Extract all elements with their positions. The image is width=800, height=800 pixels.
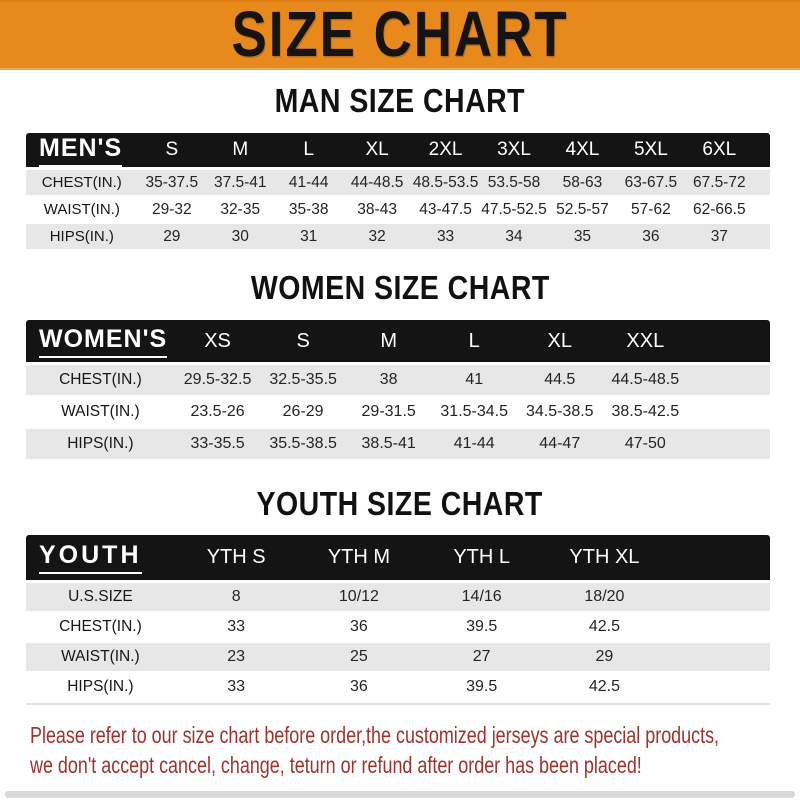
size-value-cell: 52.5-57	[548, 197, 616, 224]
size-value-cell: 18/20	[543, 583, 666, 613]
size-column-header: 4XL	[548, 133, 616, 170]
size-value-cell: 38.5-41	[346, 429, 432, 461]
size-value-cell: 67.5-72	[685, 170, 753, 197]
size-value-cell: 63-67.5	[617, 170, 685, 197]
table-row	[26, 613, 770, 643]
youth-section-title: YOUTH SIZE CHART	[256, 486, 544, 523]
size-value-cell: 32	[343, 224, 411, 251]
row-spacer	[688, 397, 770, 429]
size-column-header: L	[274, 133, 342, 170]
size-value-cell: 39.5	[420, 613, 543, 643]
size-column-header: YTH S	[175, 535, 298, 583]
size-value-cell: 43-47.5	[411, 197, 479, 224]
row-spacer	[666, 583, 770, 613]
table-header-row	[26, 320, 770, 365]
size-value-cell: 33	[175, 613, 298, 643]
women-size-section	[0, 272, 800, 461]
size-column-header: S	[138, 133, 206, 170]
size-value-cell: 47-50	[603, 429, 689, 461]
size-column-header: XS	[175, 320, 261, 365]
row-label: U.S.SIZE	[26, 583, 175, 613]
size-value-cell: 36	[617, 224, 685, 251]
size-value-cell: 35-38	[274, 197, 342, 224]
row-label: HIPS(IN.)	[26, 224, 138, 251]
size-value-cell: 62-66.5	[685, 197, 753, 224]
size-column-header: L	[431, 320, 517, 365]
size-column-header: 3XL	[480, 133, 548, 170]
size-value-cell: 29	[138, 224, 206, 251]
disclaimer-line-2: we don't accept cancel, change, teturn or refund after order has been placed!	[30, 752, 642, 778]
table-row	[26, 673, 770, 703]
size-value-cell: 38.5-42.5	[603, 397, 689, 429]
size-column-header: M	[346, 320, 432, 365]
men-size-section	[0, 85, 800, 251]
size-value-cell: 32-35	[206, 197, 274, 224]
size-value-cell: 36	[298, 673, 421, 703]
size-value-cell: 41	[431, 365, 517, 397]
table-row	[26, 197, 770, 224]
table-row	[26, 429, 770, 461]
bottom-edge-strip	[5, 791, 795, 798]
size-column-header: XL	[517, 320, 603, 365]
size-value-cell: 39.5	[420, 673, 543, 703]
size-value-cell: 37	[685, 224, 753, 251]
row-spacer	[666, 613, 770, 643]
row-label: WAIST(IN.)	[26, 397, 175, 429]
size-value-cell: 35	[548, 224, 616, 251]
row-label: HIPS(IN.)	[26, 429, 175, 461]
row-spacer	[754, 170, 770, 197]
size-value-cell: 47.5-52.5	[480, 197, 548, 224]
size-value-cell: 44-48.5	[343, 170, 411, 197]
size-value-cell: 44-47	[517, 429, 603, 461]
size-value-cell: 26-29	[260, 397, 346, 429]
size-column-header: 5XL	[617, 133, 685, 170]
size-column-header: YTH M	[298, 535, 421, 583]
row-spacer	[666, 643, 770, 673]
size-value-cell: 41-44	[274, 170, 342, 197]
header-spacer	[666, 535, 770, 583]
size-value-cell: 38	[346, 365, 432, 397]
size-value-cell: 35-37.5	[138, 170, 206, 197]
size-value-cell: 36	[298, 613, 421, 643]
size-value-cell: 58-63	[548, 170, 616, 197]
size-value-cell: 31.5-34.5	[431, 397, 517, 429]
size-value-cell: 29-31.5	[346, 397, 432, 429]
size-column-header: 2XL	[411, 133, 479, 170]
table-corner-cell	[26, 133, 138, 170]
size-value-cell: 42.5	[543, 673, 666, 703]
youth-size-table	[26, 535, 770, 705]
row-spacer	[666, 673, 770, 703]
size-value-cell: 23	[175, 643, 298, 673]
size-value-cell: 48.5-53.5	[411, 170, 479, 197]
size-value-cell: 33-35.5	[175, 429, 261, 461]
table-row	[26, 643, 770, 673]
row-spacer	[754, 224, 770, 251]
row-label: WAIST(IN.)	[26, 197, 138, 224]
disclaimer-line-1: Please refer to our size chart before order,the customized jerseys are special products,	[30, 722, 720, 748]
size-value-cell: 31	[274, 224, 342, 251]
row-label: CHEST(IN.)	[26, 365, 175, 397]
youth-size-section	[0, 488, 800, 705]
size-value-cell: 44.5-48.5	[603, 365, 689, 397]
size-value-cell: 33	[411, 224, 479, 251]
row-spacer	[688, 365, 770, 397]
size-value-cell: 34.5-38.5	[517, 397, 603, 429]
table-header-row	[26, 133, 770, 170]
size-value-cell: 34	[480, 224, 548, 251]
table-row	[26, 224, 770, 251]
size-value-cell: 23.5-26	[175, 397, 261, 429]
women-size-table	[26, 320, 770, 461]
table-header-row	[26, 535, 770, 583]
size-column-header: 6XL	[685, 133, 753, 170]
disclaimer-note	[0, 720, 800, 780]
size-value-cell: 8	[175, 583, 298, 613]
size-value-cell: 32.5-35.5	[260, 365, 346, 397]
row-label: WAIST(IN.)	[26, 643, 175, 673]
size-value-cell: 25	[298, 643, 421, 673]
women-section-title: WOMEN SIZE CHART	[250, 270, 550, 307]
size-column-header: XXL	[603, 320, 689, 365]
size-value-cell: 53.5-58	[480, 170, 548, 197]
table-corner-label: WOMEN'S	[39, 325, 167, 358]
header-spacer	[754, 133, 770, 170]
table-row	[26, 365, 770, 397]
size-column-header: YTH XL	[543, 535, 666, 583]
size-value-cell: 41-44	[431, 429, 517, 461]
header-spacer	[688, 320, 770, 365]
size-column-header: M	[206, 133, 274, 170]
table-corner-cell	[26, 320, 175, 365]
row-spacer	[754, 197, 770, 224]
size-value-cell: 42.5	[543, 613, 666, 643]
table-row	[26, 397, 770, 429]
table-row	[26, 170, 770, 197]
table-corner-cell	[26, 535, 175, 583]
table-corner-label: YOUTH	[39, 541, 142, 574]
size-value-cell: 57-62	[617, 197, 685, 224]
size-value-cell: 38-43	[343, 197, 411, 224]
size-value-cell: 29	[543, 643, 666, 673]
size-value-cell: 14/16	[420, 583, 543, 613]
size-chart-banner	[0, 0, 800, 70]
size-value-cell: 10/12	[298, 583, 421, 613]
size-value-cell: 37.5-41	[206, 170, 274, 197]
table-corner-label: MEN'S	[39, 134, 122, 167]
banner-title: SIZE CHART	[231, 0, 569, 71]
row-label: HIPS(IN.)	[26, 673, 175, 703]
size-value-cell: 44.5	[517, 365, 603, 397]
size-value-cell: 35.5-38.5	[260, 429, 346, 461]
row-label: CHEST(IN.)	[26, 613, 175, 643]
size-column-header: XL	[343, 133, 411, 170]
men-section-title: MAN SIZE CHART	[274, 83, 526, 120]
table-row	[26, 583, 770, 613]
size-value-cell: 30	[206, 224, 274, 251]
row-spacer	[688, 429, 770, 461]
size-value-cell: 33	[175, 673, 298, 703]
men-size-table	[26, 133, 770, 251]
size-value-cell: 29-32	[138, 197, 206, 224]
row-label: CHEST(IN.)	[26, 170, 138, 197]
size-value-cell: 29.5-32.5	[175, 365, 261, 397]
size-column-header: S	[260, 320, 346, 365]
size-value-cell: 27	[420, 643, 543, 673]
size-column-header: YTH L	[420, 535, 543, 583]
